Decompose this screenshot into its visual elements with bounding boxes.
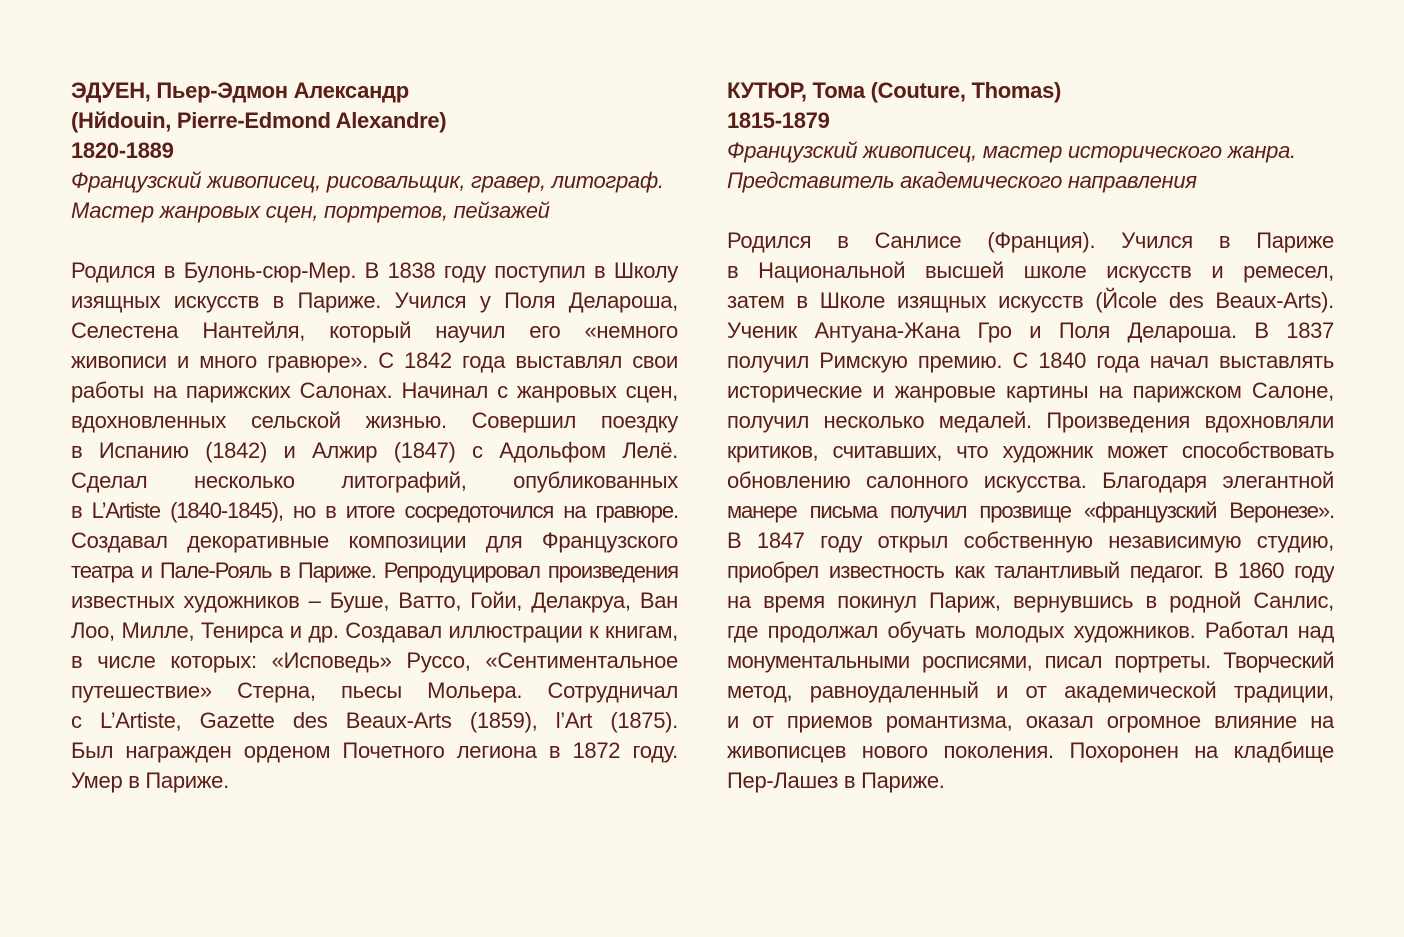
bio-line: Создавал декоративные композиции для Французского xyxy=(71,528,678,553)
bio-line: живописцев нового поколения. Похоронен на кладбище xyxy=(727,738,1334,763)
bio-line: Умер в Париже. xyxy=(71,768,229,793)
bio-line: Родился в Булонь-сюр-Мер. В 1838 году поступил в Школу xyxy=(71,258,678,283)
bio-line: в числе которых: «Исповедь» Руссо, «Сентиментальное xyxy=(71,648,678,673)
bio-line: приобрел известность как талантливый педагог. В 1860 году xyxy=(727,558,1334,583)
bio-line: Был награжден орденом Почетного легиона в 1872 году. xyxy=(71,738,678,763)
artist-biography xyxy=(727,226,1334,796)
bio-line: изящных искусств в Париже. Учился у Поля Делароша, xyxy=(71,288,678,313)
artist-biography xyxy=(71,256,678,796)
bio-line: критиков, считавших, что художник может способствовать xyxy=(727,438,1334,463)
bio-line: путешествие» Стерна, пьесы Мольера. Сотрудничал xyxy=(71,678,678,703)
bio-line: Сделал несколько литографий, опубликованных xyxy=(71,468,678,493)
bio-line: В 1847 году открыл собственную независимую студию, xyxy=(727,528,1334,553)
bio-line: на время покинул Париж, вернувшись в родной Санлис, xyxy=(727,588,1334,613)
bio-line: театра и Пале-Рояль в Париже. Репродуцировал произведения xyxy=(71,558,678,583)
bio-line: монументальными росписями, писал портреты. Творческий xyxy=(727,648,1334,673)
bio-line: известных художников – Буше, Ватто, Гойи, Делакруа, Ван xyxy=(71,588,678,613)
bio-line: метод, равноудаленный и от академической традиции, xyxy=(727,678,1334,703)
description-line: Мастер жанровых сцен, портретов, пейзажей xyxy=(71,198,550,223)
bio-line: получил Римскую премию. С 1840 года начал выставлять xyxy=(727,348,1334,373)
bio-line: в Национальной высшей школе искусств и ремесел, xyxy=(727,258,1334,283)
artist-entry-couture xyxy=(727,76,1334,796)
bio-line: Селестена Нантейля, который научил его «немного xyxy=(71,318,678,343)
bio-line: вдохновленных сельской жизнью. Совершил поездку xyxy=(71,408,678,433)
bio-line: с L’Artiste, Gazette des Beaux-Arts (1859), l’Art (1875). xyxy=(71,708,678,733)
bio-line: в Испанию (1842) и Алжир (1847) с Адольфом Лелё. xyxy=(71,438,678,463)
bio-line: живописи и много гравюре». С 1842 года выставлял свои xyxy=(71,348,678,373)
artist-name: КУТЮР, Тома (Couture, Thomas) xyxy=(727,78,1062,103)
artist-dates: 1820-1889 xyxy=(71,138,174,163)
bio-line: Родился в Санлисе (Франция). Учился в Париже xyxy=(727,228,1334,253)
artist-description xyxy=(727,136,1334,196)
artist-dates: 1815-1879 xyxy=(727,108,830,133)
bio-line: Пер-Лашез в Париже. xyxy=(727,768,945,793)
artist-entry-hedouin xyxy=(71,76,678,796)
description-line: Французский живописец, рисовальщик, гравер, литограф. xyxy=(71,168,664,193)
bio-line: исторические и жанровые картины на парижском Салоне, xyxy=(727,378,1334,403)
bio-line: и от приемов романтизма, оказал огромное влияние на xyxy=(727,708,1334,733)
description-line: Французский живописец, мастер исторического жанра. xyxy=(727,138,1296,163)
artist-name-latin: (Hйdouin, Pierre-Edmond Alexandre) xyxy=(71,108,447,133)
artist-name: ЭДУЕН, Пьер-Эдмон Александр xyxy=(71,78,409,103)
bio-line: Лоо, Милле, Тенирса и др. Создавал иллюстрации к книгам, xyxy=(71,618,678,643)
bio-line: Ученик Антуана-Жана Гро и Поля Делароша. В 1837 xyxy=(727,318,1334,343)
bio-line: затем в Школе изящных искусств (Йcole des Beaux-Arts). xyxy=(727,288,1334,313)
bio-line: где продолжал обучать молодых художников. Работал над xyxy=(727,618,1334,643)
bio-line: получил несколько медалей. Произведения вдохновляли xyxy=(727,408,1334,433)
bio-line: в L’Artiste (1840-1845), но в итоге сосредоточился на гравюре. xyxy=(71,498,678,523)
description-line: Представитель академического направления xyxy=(727,168,1197,193)
artist-description xyxy=(71,166,678,226)
bio-line: обновлению салонного искусства. Благодаря элегантной xyxy=(727,468,1334,493)
bio-line: манере письма получил прозвище «французский Веронезе». xyxy=(727,498,1334,523)
bio-line: работы на парижских Салонах. Начинал с жанровых сцен, xyxy=(71,378,678,403)
